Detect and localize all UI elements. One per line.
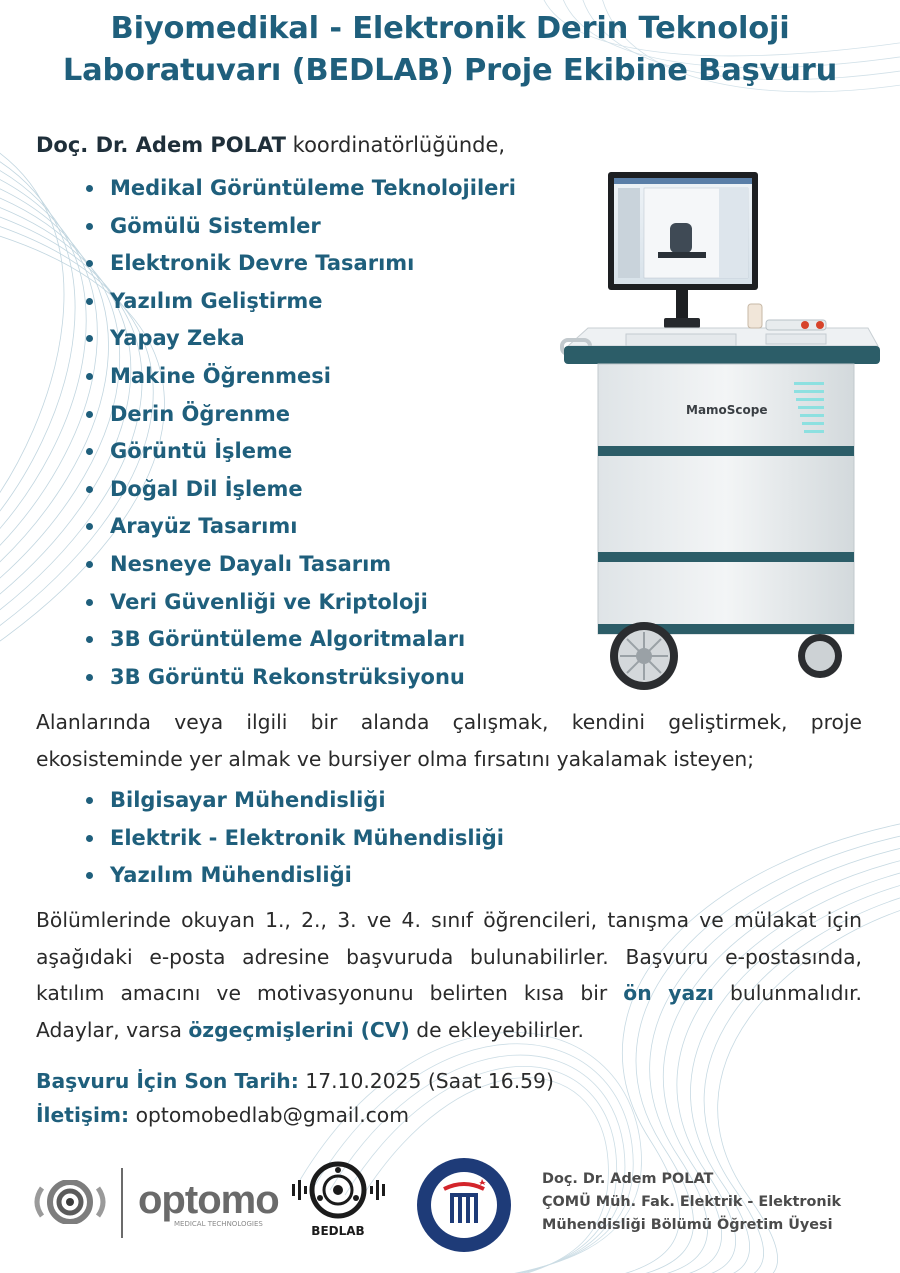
topic-item: 3B Görüntüleme Algoritmaları — [82, 621, 516, 659]
department-item: Bilgisayar Mühendisliği — [82, 782, 504, 820]
contact-email[interactable]: optomobedlab@gmail.com — [129, 1103, 409, 1127]
topic-item: Yazılım Geliştirme — [82, 283, 516, 321]
deadline-value: 17.10.2025 (Saat 16.59) — [298, 1069, 554, 1093]
topic-item: Görüntü İşleme — [82, 433, 516, 471]
intro-paragraph: Alanlarında veya ilgili bir alanda çalışmak, kendini geliştirmek, proje ekosisteminde yer almak ve bursiyer olma fırsatını yakalamak isteyen; — [36, 710, 862, 771]
application-text-3: de ekleyebilirler. — [409, 1017, 584, 1042]
optomo-name: optomo — [138, 1178, 279, 1222]
deadline-line — [36, 1064, 554, 1098]
topic-item: Makine Öğrenmesi — [82, 358, 516, 396]
title-line-2: Laboratuvarı (BEDLAB) Proje Ekibine Başvuru — [62, 53, 838, 88]
topic-item: Gömülü Sistemler — [82, 208, 516, 246]
deadline-label: Başvuru İçin Son Tarih: — [36, 1069, 299, 1093]
application-text-1: Bölümlerinde okuyan 1., 2., 3. ve 4. sınıf öğrencileri, tanışma ve mülakat için aşağıdaki e-posta adresine başvuruda bulunabilirler. Başvuru e-postasında, katılım amacını ve motivasyonunu belirten kısa bir — [36, 908, 862, 1005]
topic-item: Arayüz Tasarımı — [82, 508, 516, 546]
cover-letter-highlight: ön yazı — [623, 981, 714, 1005]
topic-item: Veri Güvenliği ve Kriptoloji — [82, 584, 516, 622]
application-paragraph — [36, 902, 862, 1048]
department-item: Yazılım Mühendisliği — [82, 857, 504, 895]
title-line-1: Biyomedikal - Elektronik Derin Teknoloji — [110, 11, 790, 46]
topic-item: Derin Öğrenme — [82, 396, 516, 434]
topic-item: Yapay Zeka — [82, 320, 516, 358]
coordinator-line — [36, 129, 505, 161]
device-brand-label: MamoScope — [686, 403, 768, 417]
cv-highlight: özgeçmişlerini (CV) — [188, 1017, 410, 1042]
optomo-wordmark-logo — [138, 1180, 279, 1228]
contact-line — [36, 1098, 409, 1132]
topic-item: Elektronik Devre Tasarımı — [82, 245, 516, 283]
signature-affiliation: ÇOMÜ Müh. Fak. Elektrik - Elektronik — [542, 1194, 842, 1210]
topic-item: Medikal Görüntüleme Teknolojileri — [82, 170, 516, 208]
optomo-symbol-logo — [34, 1180, 106, 1224]
research-topics-list — [82, 170, 516, 696]
mamoscope-device-image — [558, 168, 883, 698]
bedlab-name: BEDLAB — [311, 1224, 365, 1238]
coordinator-suffix: koordinatörlüğünde, — [285, 133, 506, 157]
signature-title: Mühendisliği Bölümü Öğretim Üyesi — [542, 1217, 833, 1233]
signature-block — [542, 1168, 841, 1237]
topic-item: Nesneye Dayalı Tasarım — [82, 546, 516, 584]
application-text-2: bulunmalıdır. Adaylar, varsa — [36, 981, 863, 1042]
coordinator-name: Doç. Dr. Adem POLAT — [36, 133, 286, 157]
departments-list — [82, 782, 504, 895]
signature-name: Doç. Dr. Adem POLAT — [542, 1171, 714, 1187]
topic-item: Doğal Dil İşleme — [82, 471, 516, 509]
bedlab-emblem-logo — [288, 1160, 388, 1220]
contact-label: İletişim: — [36, 1103, 130, 1127]
topic-item: 3B Görüntü Rekonstrüksiyonu — [82, 659, 516, 697]
department-item: Elektrik - Elektronik Mühendisliği — [82, 820, 504, 858]
page-title — [0, 8, 900, 92]
footer-divider — [121, 1168, 123, 1238]
optomo-tagline: MEDICAL TECHNOLOGIES — [174, 1220, 263, 1228]
university-seal-logo — [414, 1155, 514, 1255]
